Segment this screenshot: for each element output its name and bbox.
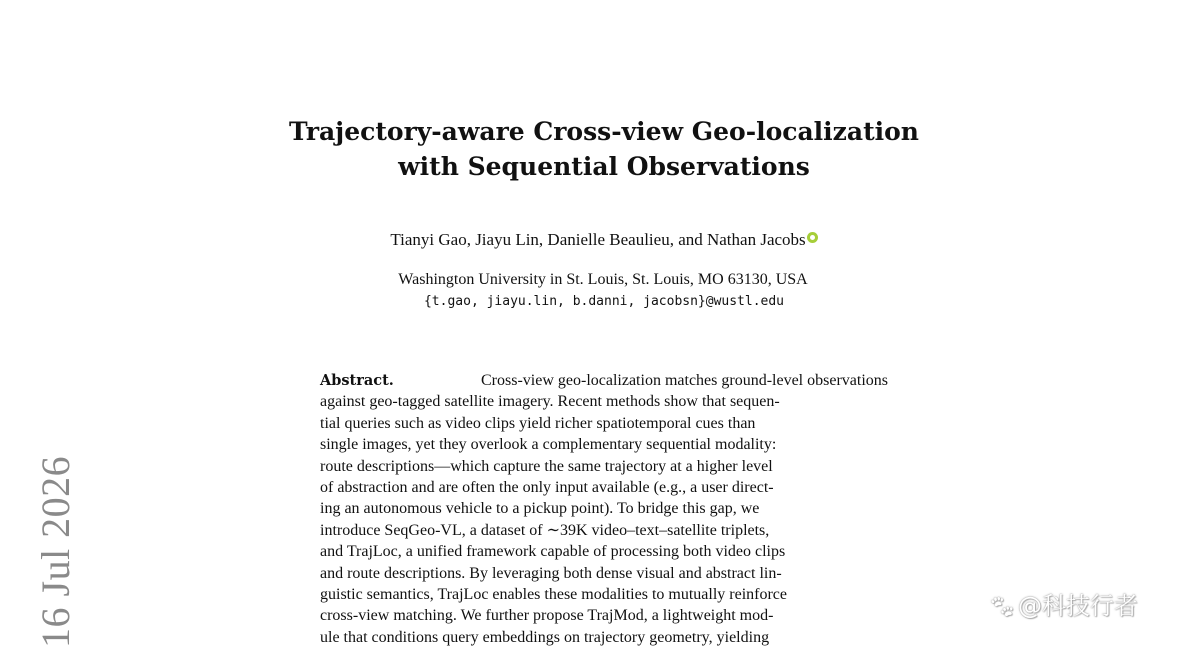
abstract-line-text: tial queries such as video clips yield richer spatiotemporal cues than — [320, 414, 756, 432]
abstract-line — [320, 498, 888, 519]
watermark-text: @科技行者 — [1017, 592, 1138, 620]
abstract-line-text: against geo-tagged satellite imagery. Recent methods show that sequen- — [320, 393, 780, 411]
abstract-line-text: and TrajLoc, a unified framework capable of processing both video clips — [320, 543, 786, 561]
abstract-line — [320, 370, 888, 391]
orcid-icon[interactable] — [807, 232, 818, 243]
abstract-label: Abstract. — [320, 372, 394, 389]
watermark — [988, 586, 1138, 628]
paper-title-line-1: Trajectory-aware Cross-view Geo-localization — [289, 117, 919, 146]
abstract-line-text: of abstraction and are often the only input available (e.g., a user direct- — [320, 478, 774, 496]
abstract-line — [320, 520, 888, 541]
abstract-line-text: single images, yet they overlook a complementary sequential modality: — [320, 436, 777, 454]
author-list — [200, 229, 1008, 251]
abstract-line-text: ing an autonomous vehicle to a pickup point). To bridge this gap, we — [320, 500, 760, 518]
abstract — [320, 370, 888, 648]
abstract-line-text: introduce SeqGeo-VL, a dataset of ∼39K video–text–satellite triplets, — [320, 521, 770, 539]
paw-icon: 🐾︎ — [988, 595, 1016, 620]
abstract-line — [320, 413, 888, 434]
affiliation: Washington University in St. Louis, St. Louis, MO 63130, USA — [398, 271, 808, 288]
author-names: Tianyi Gao, Jiayu Lin, Danielle Beaulieu, and Nathan Jacobs — [390, 230, 806, 249]
abstract-line-text: and route descriptions. By leveraging both dense visual and abstract lin- — [320, 564, 782, 582]
abstract-line — [320, 605, 888, 626]
abstract-line — [320, 434, 888, 455]
abstract-line — [320, 477, 888, 498]
abstract-line-text: route descriptions—which capture the same trajectory at a higher level — [320, 457, 773, 475]
abstract-line — [320, 627, 888, 648]
abstract-line — [320, 456, 888, 477]
abstract-line — [320, 584, 888, 605]
abstract-line-text: cross-view matching. We further propose TrajMod, a lightweight mod- — [320, 607, 774, 625]
abstract-line-text: ule that conditions query embeddings on trajectory geometry, yielding — [320, 628, 770, 646]
paper-title — [200, 114, 1008, 184]
paper-title-line-2: with Sequential Observations — [398, 152, 810, 181]
abstract-line-text: Cross-view geo-localization matches ground-level observations — [481, 372, 888, 389]
abstract-line — [320, 541, 888, 562]
abstract-line — [320, 563, 888, 584]
arxiv-side-stamp: 16 Jul 2026 — [33, 455, 78, 648]
author-emails: {t.gao, jiayu.lin, b.danni, jacobsn}@wustl.edu — [423, 294, 785, 309]
abstract-line — [320, 391, 888, 412]
abstract-line-text: guistic semantics, TrajLoc enables these modalities to mutually reinforce — [320, 585, 787, 603]
